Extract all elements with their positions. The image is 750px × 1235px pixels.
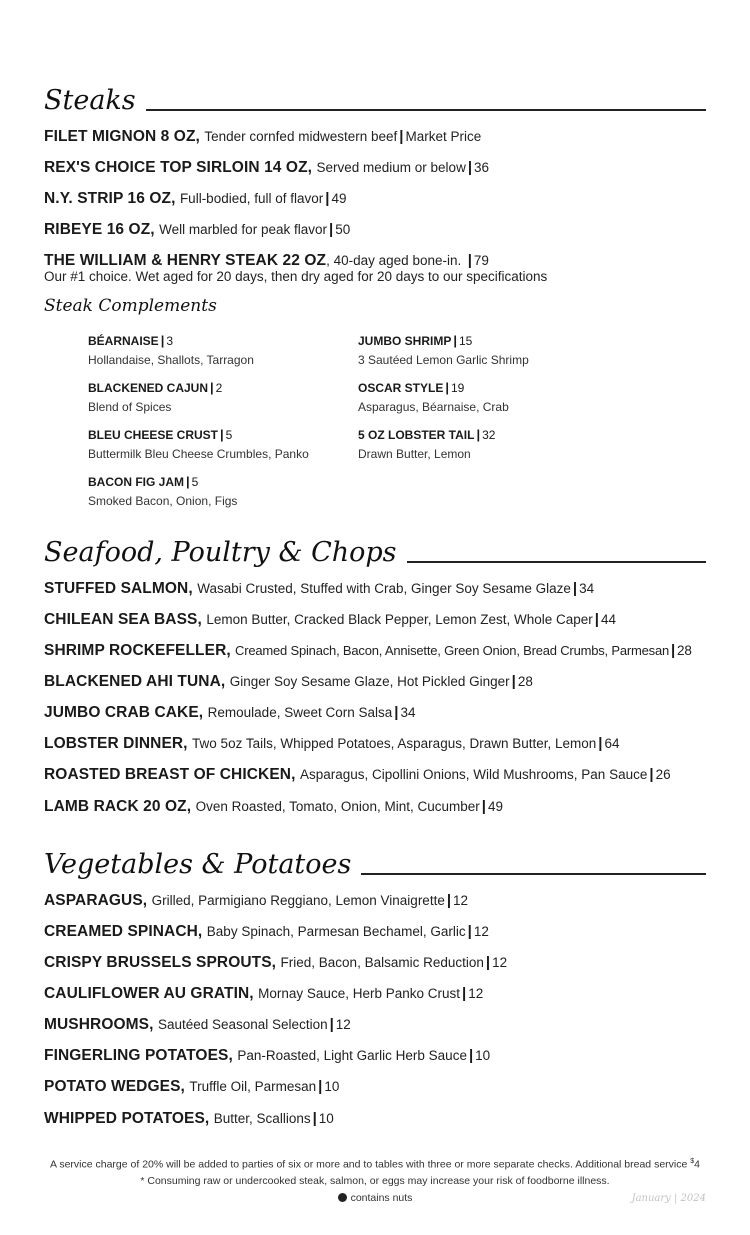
section-seafood-header	[44, 538, 706, 568]
item-price: 12	[335, 1017, 351, 1032]
item-description: Tender cornfed midwestern beef	[204, 129, 398, 144]
price-separator: |	[210, 380, 214, 395]
complement-price: 5	[191, 475, 199, 489]
item-name: RIBEYE 16 OZ,	[44, 221, 155, 238]
complement-description: Smoked Bacon, Onion, Figs	[88, 494, 238, 508]
complement-item	[358, 426, 495, 461]
item-name: MUSHROOMS,	[44, 1016, 154, 1033]
price-separator: |	[186, 474, 190, 489]
price-separator: |	[220, 427, 224, 442]
menu-item	[44, 735, 720, 753]
item-description: Mornay Sauce, Herb Panko Crust	[258, 986, 460, 1001]
item-name: CAULIFLOWER AU GRATIN,	[44, 985, 254, 1002]
item-description: Wasabi Crusted, Stuffed with Crab, Ginger Soy Sesame Glaze	[197, 581, 571, 596]
item-name: ASPARAGUS,	[44, 892, 148, 909]
item-description: Oven Roasted, Tomato, Onion, Mint, Cucumber	[195, 799, 480, 814]
item-name: JUMBO CRAB CAKE,	[44, 704, 204, 721]
menu-item	[44, 673, 720, 691]
item-description: Baby Spinach, Parmesan Bechamel, Garlic	[206, 924, 466, 939]
menu-item	[44, 798, 720, 816]
item-description: Full-bodied, full of flavor	[179, 191, 324, 206]
menu-item	[44, 221, 720, 239]
item-description: Truffle Oil, Parmesan	[189, 1079, 317, 1094]
price-separator: |	[467, 923, 472, 940]
price-separator: |	[572, 580, 578, 597]
price-separator: |	[468, 1047, 474, 1064]
item-price: Market Price	[405, 129, 482, 144]
item-price: 10	[475, 1048, 491, 1063]
complement-item	[88, 379, 222, 414]
complement-price: 19	[450, 381, 465, 395]
menu-item	[44, 1078, 720, 1096]
item-price: 34	[400, 705, 416, 720]
item-description: Lemon Butter, Cracked Black Pepper, Lemon Zest, Whole Caper	[206, 612, 593, 627]
item-price: 28	[677, 643, 692, 658]
price-separator: |	[467, 252, 472, 269]
item-description: Pan-Roasted, Light Garlic Herb Sauce	[237, 1048, 467, 1063]
menu-item	[44, 1047, 720, 1065]
menu-item	[44, 611, 720, 629]
menu-date: January | 2024	[631, 1193, 706, 1204]
item-name: WHIPPED POTATOES,	[44, 1110, 210, 1127]
price-separator: |	[329, 1016, 334, 1033]
item-name: POTATO WEDGES,	[44, 1078, 185, 1095]
complement-price: 15	[458, 334, 473, 348]
item-description: Grilled, Parmigiano Reggiano, Lemon Vinaigrette	[151, 893, 445, 908]
section-divider	[146, 109, 706, 111]
section-title-vegetables: Vegetables & Potatoes	[44, 849, 352, 880]
section-title-seafood: Seafood, Poultry & Chops	[44, 537, 397, 568]
item-price: 36	[474, 160, 490, 175]
menu-item	[44, 923, 720, 941]
section-steaks-header	[44, 86, 706, 116]
item-name: THE WILLIAM & HENRY STEAK 22 OZ	[44, 252, 327, 269]
price-separator: |	[485, 954, 491, 971]
price-separator: |	[318, 1078, 323, 1095]
section-vegetables-header	[44, 850, 706, 880]
price-separator: |	[399, 128, 404, 145]
complement-item	[358, 379, 509, 414]
menu-item	[44, 985, 720, 1003]
price-separator: |	[462, 985, 467, 1002]
item-name: SHRIMP ROCKEFELLER,	[44, 642, 231, 659]
price-separator: |	[325, 190, 330, 207]
price-separator: |	[445, 380, 449, 395]
complement-item	[88, 426, 309, 461]
complement-description: Hollandaise, Shallots, Tarragon	[88, 353, 254, 367]
price-separator: |	[467, 159, 473, 176]
item-note: Our #1 choice. Wet aged for 20 days, then dry aged for 20 days to our specifications	[44, 269, 548, 284]
menu-item	[44, 580, 720, 598]
item-price: 12	[468, 986, 484, 1001]
price-separator: |	[476, 427, 481, 442]
nut-legend-text: contains nuts	[350, 1192, 413, 1204]
item-price: 50	[335, 222, 351, 237]
item-price: 49	[487, 799, 503, 814]
price-separator: |	[671, 642, 676, 659]
menu-item	[44, 1016, 720, 1034]
complement-description: Asparagus, Béarnaise, Crab	[358, 400, 509, 414]
item-description: Butter, Scallions	[213, 1111, 311, 1126]
nut-dot-icon	[338, 1193, 347, 1202]
item-name: LOBSTER DINNER,	[44, 735, 188, 752]
item-description: Fried, Bacon, Balsamic Reduction	[280, 955, 484, 970]
price-separator: |	[446, 892, 452, 909]
price-separator: |	[328, 221, 334, 238]
item-name: STUFFED SALMON,	[44, 580, 193, 597]
complement-name: BACON FIG JAM	[88, 475, 184, 489]
item-price: 79	[473, 253, 489, 268]
complement-price: 2	[215, 381, 223, 395]
price-separator: |	[511, 673, 516, 690]
complement-name: JUMBO SHRIMP	[358, 334, 452, 348]
item-description: , 40-day aged bone-in.	[326, 253, 462, 268]
item-description: Creamed Spinach, Bacon, Annisette, Green Onion, Bread Crumbs, Parmesan	[235, 643, 670, 658]
complement-description: Buttermilk Bleu Cheese Crumbles, Panko	[88, 447, 309, 461]
menu-item	[44, 252, 720, 270]
item-description: Ginger Soy Sesame Glaze, Hot Pickled Ginger	[229, 674, 510, 689]
complement-item	[88, 332, 254, 367]
complement-item	[358, 332, 529, 367]
item-price: 49	[331, 191, 347, 206]
complement-item	[88, 473, 237, 508]
price-separator: |	[394, 704, 399, 721]
item-name: ROASTED BREAST OF CHICKEN,	[44, 766, 296, 783]
item-description: Remoulade, Sweet Corn Salsa	[207, 705, 393, 720]
section-title-steaks: Steaks	[44, 85, 136, 116]
service-charge-note	[0, 1158, 750, 1171]
price-separator: |	[598, 735, 603, 752]
bread-currency: $	[690, 1158, 695, 1165]
item-description: Two 5oz Tails, Whipped Potatoes, Asparagus, Drawn Butter, Lemon	[192, 736, 597, 751]
complements-title: Steak Complements	[44, 296, 217, 316]
bread-price: 4	[694, 1158, 700, 1171]
item-description: Sautéed Seasonal Selection	[157, 1017, 328, 1032]
menu-item	[44, 892, 720, 910]
item-description: Asparagus, Cipollini Onions, Wild Mushrooms, Pan Sauce	[299, 767, 648, 782]
item-price: 12	[473, 924, 489, 939]
price-separator: |	[160, 333, 165, 348]
complement-name: OSCAR STYLE	[358, 381, 444, 395]
price-separator: |	[453, 333, 457, 348]
section-divider	[407, 561, 706, 563]
item-name: FINGERLING POTATOES,	[44, 1047, 233, 1064]
item-description: Well marbled for peak flavor	[159, 222, 327, 237]
item-price: 10	[318, 1111, 334, 1126]
menu-item	[44, 159, 720, 177]
complement-description: Drawn Butter, Lemon	[358, 447, 471, 461]
complement-name: BLEU CHEESE CRUST	[88, 428, 219, 442]
item-price: 28	[517, 674, 533, 689]
price-separator: |	[481, 798, 486, 815]
menu-item	[44, 128, 720, 146]
item-price: 12	[453, 893, 469, 908]
item-name: CHILEAN SEA BASS,	[44, 611, 202, 628]
price-separator: |	[594, 611, 599, 628]
item-name: N.Y. STRIP 16 OZ,	[44, 190, 176, 207]
item-name: FILET MIGNON 8 OZ,	[44, 128, 200, 145]
complement-price: 5	[225, 428, 233, 442]
item-name: REX'S CHOICE TOP SIRLOIN 14 OZ,	[44, 159, 313, 176]
complement-price: 32	[482, 428, 496, 442]
raw-food-warning: * Consuming raw or undercooked steak, salmon, or eggs may increase your risk of foodborne illness.	[140, 1175, 610, 1187]
item-price: 12	[492, 955, 508, 970]
item-price: 64	[604, 736, 620, 751]
item-price: 10	[324, 1079, 340, 1094]
price-separator: |	[649, 766, 654, 783]
complement-name: BÉARNAISE	[88, 334, 159, 348]
complement-name: BLACKENED CAJUN	[88, 381, 209, 395]
menu-item	[44, 766, 720, 784]
complement-price: 3	[166, 334, 174, 348]
menu-item	[44, 954, 720, 972]
item-name: CRISPY BRUSSELS SPROUTS,	[44, 954, 277, 971]
item-price: 44	[600, 612, 617, 627]
item-name: BLACKENED AHI TUNA,	[44, 673, 226, 690]
price-separator: |	[312, 1110, 317, 1127]
menu-item	[44, 190, 720, 208]
complement-name: 5 OZ LOBSTER TAIL	[358, 428, 475, 442]
section-divider	[361, 873, 706, 875]
item-name: CREAMED SPINACH,	[44, 923, 203, 940]
item-price: 26	[655, 767, 671, 782]
menu-item	[44, 1110, 720, 1128]
item-price: 34	[579, 581, 595, 596]
item-name: LAMB RACK 20 OZ,	[44, 798, 192, 815]
complement-description: 3 Sautéed Lemon Garlic Shrimp	[358, 353, 529, 367]
item-description: Served medium or below	[316, 160, 466, 175]
complement-description: Blend of Spices	[88, 400, 172, 414]
service-charge-text: A service charge of 20% will be added to parties of six or more and to tables with three or more separate checks. Additional bread service	[49, 1158, 688, 1171]
menu-item	[44, 704, 720, 722]
menu-item	[44, 642, 720, 660]
